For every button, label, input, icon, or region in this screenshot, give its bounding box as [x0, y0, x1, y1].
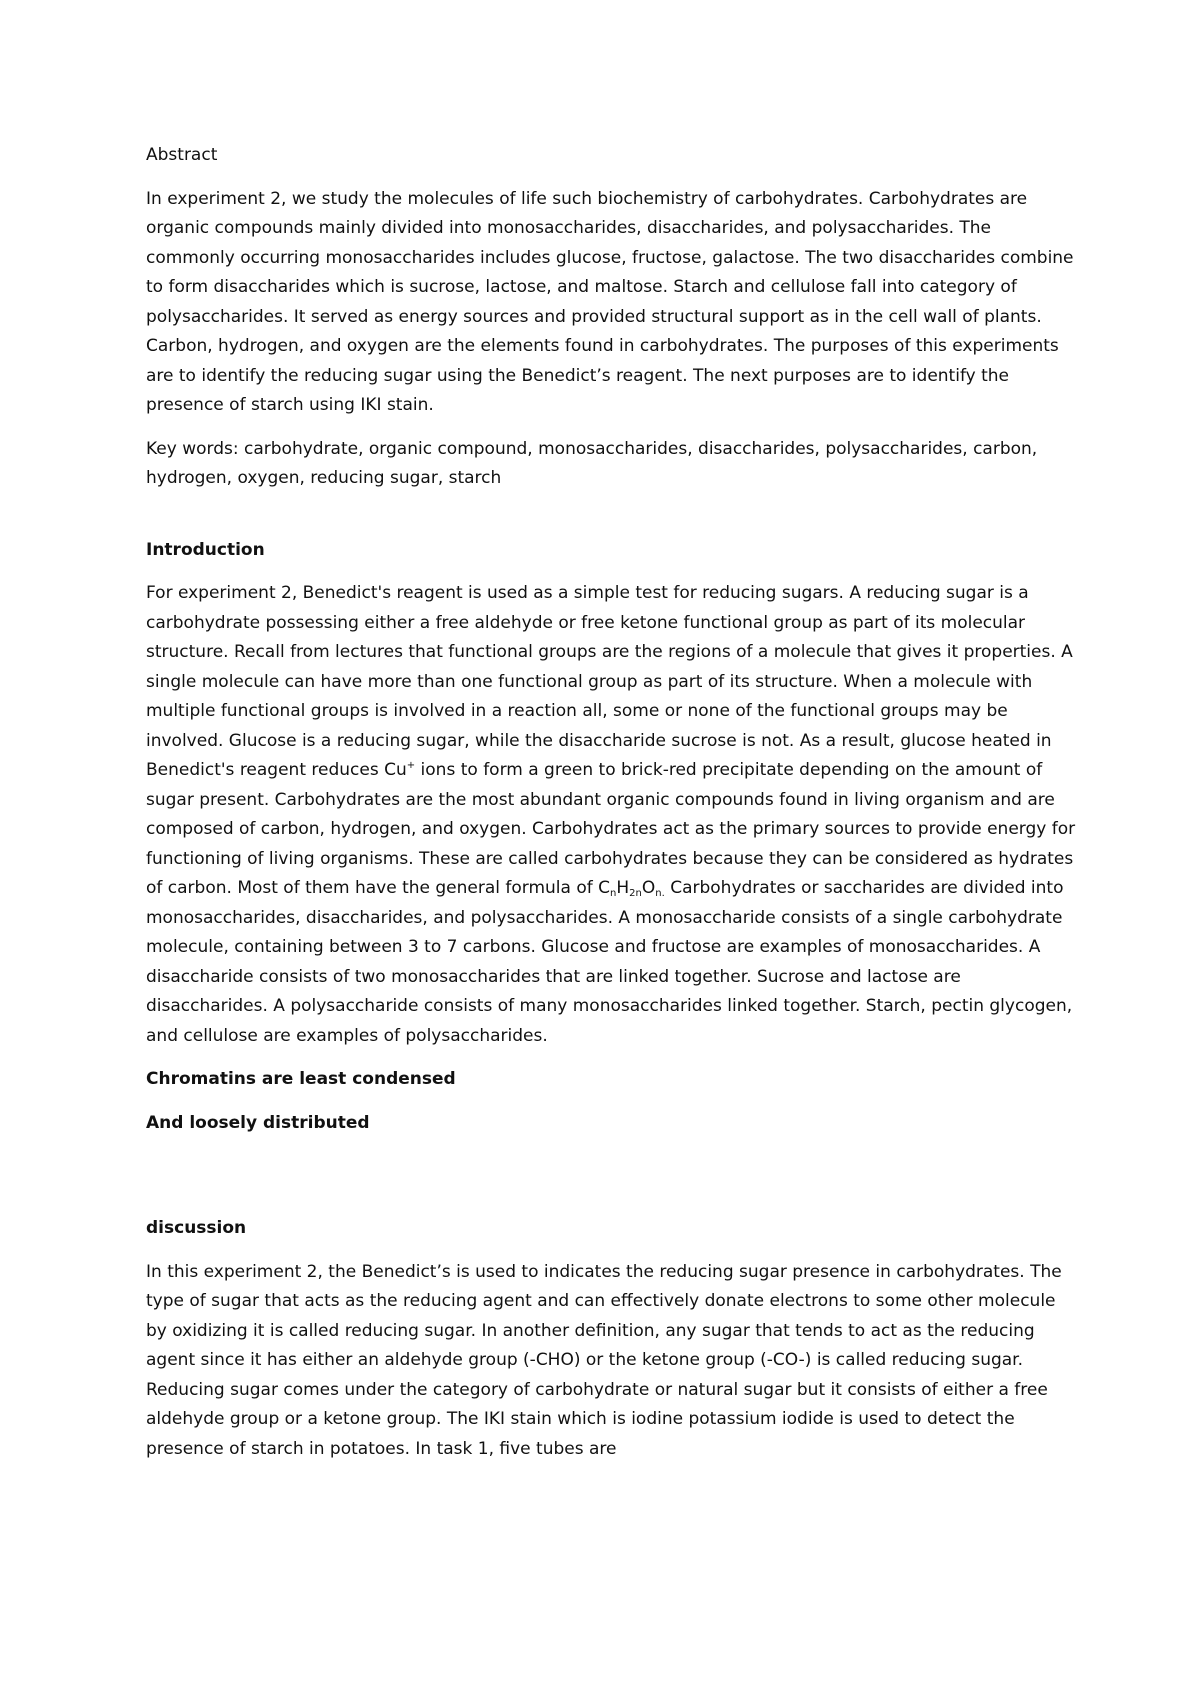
introduction-text-part2: ions to form a green to brick-red precipitate depending on the amount of sugar present. Carbohydrates are the most abundant organic compounds found in living organism and are composed of carbon, hydrogen, and oxygen. Carbohydrates act as the primary sources to provide energy for functioning of living organisms. These are called carbohydrates because they can be considered as hydrates of carbon. Most of them have the general formula of — [146, 760, 1076, 898]
document-page — [146, 141, 1076, 1464]
introduction-text-part1: For experiment 2, Benedict's reagent is used as a simple test for reducing sugars. A reducing sugar is a carbohydrate possessing either a free aldehyde or free ketone functional group as part of its molecular structure. Recall from lectures that functional groups are the regions of a molecule that gives it properties. A single molecule can have more than one functional group as part of its structure. When a molecule with multiple functional groups is involved in a reaction all, some or none of the functional groups may be involved. Glucose is a reducing sugar, while the disaccharide sucrose is not. As a result, glucose heated in Benedict's reagent reduces Cu — [146, 583, 1073, 780]
note-line-2: And loosely distributed — [146, 1112, 370, 1133]
cu-charge-superscript: + — [406, 760, 416, 771]
formula-carbon: C — [598, 878, 611, 898]
discussion-body: In this experiment 2, the Benedict’s is used to indicates the reducing sugar presence in carbohydrates. The type of sugar that acts as the reducing agent and can effectively donate electrons to some other molecule by oxidizing it is called reducing sugar. In another definition, any sugar that tends to act as the reducing agent since it has either an aldehyde group (-CHO) or the ketone group (-CO-) is called reducing sugar. Reducing sugar comes under the category of carbohydrate or natural sugar but it consists of either a free aldehyde group or a ketone group. The IKI stain which is iodine potassium iodide is used to detect the presence of starch in potatoes. In task 1, five tubes are — [146, 1261, 1062, 1459]
discussion-heading: discussion — [146, 1218, 247, 1238]
formula-oxygen: O — [641, 878, 656, 898]
formula-oxygen-subscript: n. — [655, 888, 665, 899]
formula-hydrogen: H — [616, 878, 630, 898]
introduction-text-part3: Carbohydrates or saccharides are divided into monosaccharides, disaccharides, and polysaccharides. A monosaccharide consists of a single carbohydrate molecule, containing between 3 to 7 carbons. Glucose and fructose are examples of monosaccharides. A disaccharide consists of two monosaccharides that are linked together. Sucrose and lactose are disaccharides. A polysaccharide consists of many monosaccharides linked together. Starch, pectin glycogen, and cellulose are examples of polysaccharides. — [146, 878, 1073, 1046]
note-line-1: Chromatins are least condensed — [146, 1069, 456, 1089]
introduction-body — [146, 579, 1076, 1051]
abstract-body: In experiment 2, we study the molecules of life such biochemistry of carbohydrates. Carbohydrates are organic compounds mainly divided into monosaccharides, disaccharides, and polysaccharides. The commonly occurring monosaccharides includes glucose, fructose, galactose. The two disaccharides combine to form disaccharides which is sucrose, lactose, and maltose. Starch and cellulose fall into category of polysaccharides. It served as energy sources and provided structural support as in the cell wall of plants. Carbon, hydrogen, and oxygen are the elements found in carbohydrates. The purposes of this experiments are to identify the reducing sugar using the Benedict’s reagent. The next purposes are to identify the presence of starch using IKI stain. — [146, 188, 1074, 415]
formula-hydrogen-subscript: 2n — [629, 888, 642, 899]
formula-carbon-subscript: n — [610, 888, 617, 899]
keywords-paragraph: Key words: carbohydrate, organic compound, monosaccharides, disaccharides, polysaccharides, carbon, hydrogen, oxygen, reducing sugar, starch — [146, 438, 1038, 488]
introduction-heading: Introduction — [146, 539, 265, 560]
abstract-heading: Abstract — [146, 145, 218, 165]
